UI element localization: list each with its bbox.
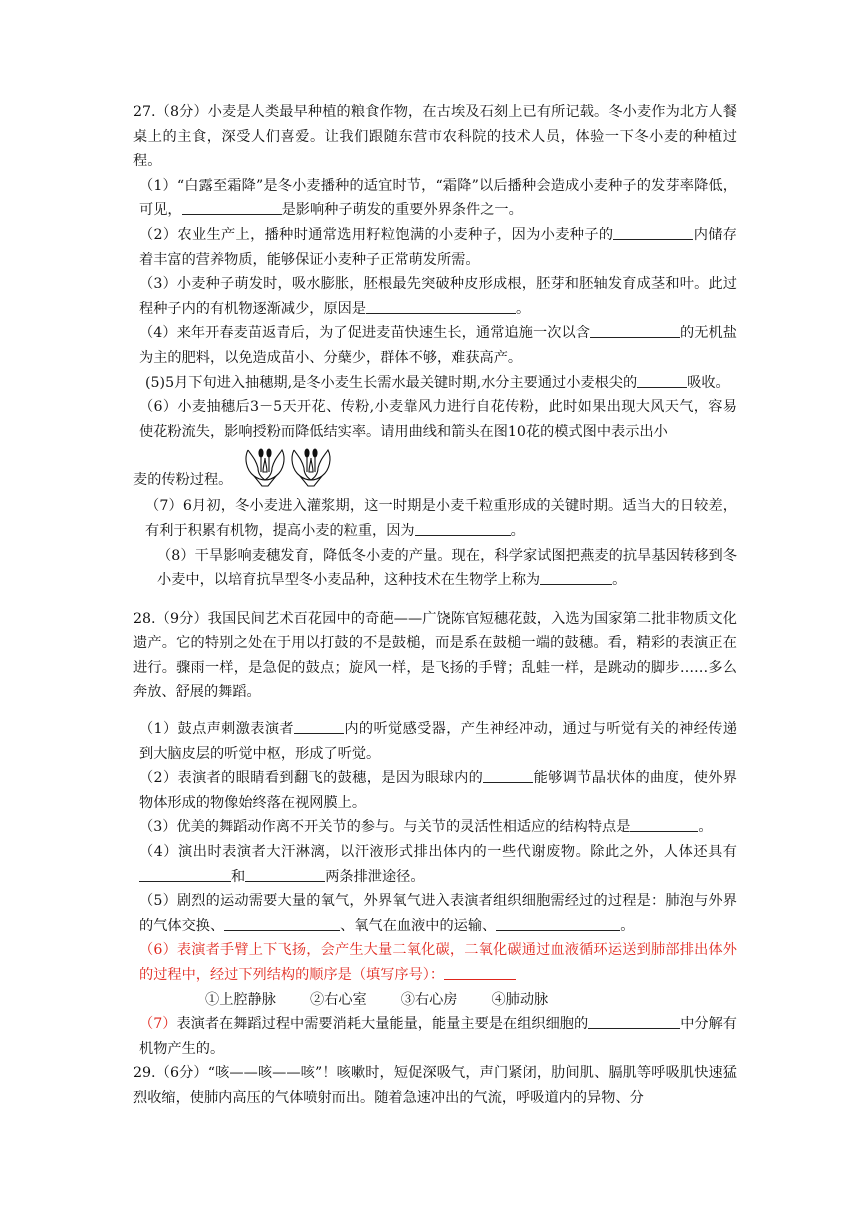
q28-s5-text-c: 。 [620, 917, 635, 934]
q27-sub-4 [133, 321, 737, 370]
answer-blank[interactable] [483, 768, 533, 783]
q27-sub-1 [133, 174, 737, 223]
option-3: ③右心房 [400, 991, 458, 1008]
q28-sub-6 [133, 938, 737, 987]
q28-s3-text-b: 。 [698, 819, 713, 836]
q27-sub-3 [133, 272, 737, 321]
question-27 [133, 100, 737, 593]
question-28 [133, 607, 737, 1062]
q27-s1-text-a: （1）“白露至霜降”是冬小麦播种的适宜时节，“霜降”以后播种会造成小麦种子的发芽率降低，可见， [139, 177, 737, 219]
q27-sub-6-figure-line [133, 444, 737, 494]
option-1: ①上腔静脉 [205, 991, 276, 1008]
question-29 [133, 1061, 737, 1110]
q27-s7-text-b: 。 [510, 522, 525, 539]
q27-s5-text-a: (5)5月下旬进入抽穗期,是冬小麦生长需水最关键时期,水分主要通过小麦根尖的 [145, 374, 638, 391]
answer-blank[interactable] [630, 817, 698, 832]
q28-s6-options [133, 988, 737, 1013]
q27-s6-text-b: 麦的传粉过程。 [133, 471, 233, 488]
q28-sub-3 [133, 815, 737, 840]
flower-model-icon [288, 444, 334, 490]
q28-sub-7 [133, 1012, 737, 1061]
answer-blank[interactable] [182, 200, 282, 215]
q28-s7-number: （7） [139, 1016, 177, 1033]
option-2: ②右心室 [309, 991, 367, 1008]
q28-s3-text-a: （3）优美的舞蹈动作离不开关节的参与。与关节的灵活性相适应的结构特点是 [139, 819, 631, 836]
q27-s7-text-a: （7）6月初，冬小麦进入灌浆期，这一时期是小麦千粒重形成的关键时期。适当大的日较差，有利于积累有机物，提高小麦的粒重，因为 [145, 498, 737, 539]
flower-model-icon [242, 444, 288, 490]
q29-intro: 29.（6分）“咳——咳——咳”！咳嗽时，短促深吸气，声门紧闭，肋间肌、膈肌等呼吸肌快速猛烈收缩，使肺内高压的气体喷射而出。随着急速冲出的气流，呼吸道内的异物、分 [133, 1065, 737, 1106]
answer-blank[interactable] [588, 1014, 680, 1029]
answer-blank[interactable] [540, 570, 612, 585]
q27-s2-text-b: 内储存着丰富的营养物质，能够保证小麦种子正常萌发所需。 [139, 226, 737, 268]
q27-s4-text-a: （4）来年开春麦苗返青后，为了促进麦苗快速生长，通常追施一次以含 [139, 325, 590, 342]
q28-sub-5 [133, 889, 737, 938]
answer-blank[interactable] [496, 916, 620, 931]
q28-intro: 28.（9分）我国民间艺术百花园中的奇葩——广饶陈官短穗花鼓，入选为国家第二批非物质文化遗产。它的特别之处在于用以打鼓的不是鼓槌，而是系在鼓槌一端的鼓穗。看，精彩的表演正在进行。骤雨一样，是急促的鼓点；旋风一样，是飞扬的手臂；乱蛙一样，是跳动的脚步……多么奔放、舒展的舞蹈。 [133, 610, 737, 701]
q28-s5-text-b: 、氧气在血液中的运输、 [340, 917, 497, 934]
answer-blank[interactable] [415, 521, 511, 536]
q28-s2-text-a: （2）表演者的眼睛看到翻飞的鼓穗，是因为眼球内的 [139, 770, 484, 787]
q27-sub-8 [133, 544, 737, 593]
q28-s4-text-a: （4）演出时表演者大汗淋漓，以汗液形式排出体内的一些代谢废物。除此之外，人体还具有 [139, 844, 737, 861]
q27-sub-5 [133, 371, 737, 396]
answer-blank[interactable] [590, 323, 680, 338]
q27-s8-text-b: 。 [612, 572, 627, 589]
q28-s1-text-b: 内的听觉感受器，产生神经冲动，通过与听觉有关的神经传递到大脑皮层的听觉中枢，形成了听觉。 [139, 721, 737, 762]
q28-s4-text-b: 和 [231, 868, 246, 885]
q28-sub-1 [133, 717, 737, 766]
q27-sub-2 [133, 223, 737, 272]
q28-s5-text-a: （5）剧烈的运动需要大量的氧气，外界氧气进入表演者组织细胞需经过的过程是：肺泡与外界的气体交换、 [139, 893, 737, 934]
spacer [133, 593, 737, 607]
answer-blank[interactable] [637, 373, 687, 388]
q27-s1-text-b: 是影响种子萌发的重要外界条件之一。 [281, 202, 523, 219]
q28-s7-text-b: 中分解有机物产生的。 [139, 1016, 737, 1057]
q27-sub-6 [133, 395, 737, 444]
q27-sub-7 [133, 494, 737, 543]
flower-model-figure [242, 444, 334, 490]
q27-s4-text-b: 的无机盐为主的肥料，以免造成苗小、分蘖少，群体不够，难获高产。 [139, 325, 737, 366]
q28-sub-4 [133, 840, 737, 889]
answer-blank[interactable] [444, 965, 516, 980]
answer-blank[interactable] [224, 916, 340, 931]
answer-blank[interactable] [294, 719, 344, 734]
q28-s6-text: （6）表演者手臂上下飞扬，会产生大量二氧化碳，二氧化碳通过血液循环运送到肺部排出体外的过程中，经过下列结构的顺序是（填写序号）： [139, 942, 737, 983]
exam-content [133, 100, 737, 1111]
spacer [133, 705, 737, 717]
answer-blank[interactable] [245, 867, 325, 882]
q27-s6-text-a: （6）小麦抽穗后3－5天开花、传粉,小麦靠风力进行自花传粉，此时如果出现大风天气，容易使花粉流失，影响授粉而降低结实率。请用曲线和箭头在图10花的模式图中表示出小 [139, 399, 737, 440]
q28-s2-text-b: 能够调节晶状体的曲度，使外界物体形成的物像始终落在视网膜上。 [139, 770, 737, 811]
q27-s3-text-a: （3）小麦种子萌发时，吸水膨胀，胚根最先突破种皮形成根，胚芽和胚轴发育成茎和叶。此过程种子内的有机物逐渐减少，原因是 [139, 276, 737, 317]
q27-s3-text-b: 。 [516, 300, 531, 317]
q27-s8-text-a: （8）干旱影响麦穗发育，降低冬小麦的产量。现在，科学家试图把燕麦的抗旱基因转移到冬小麦中，以培育抗旱型冬小麦品种，这种技术在生物学上称为 [157, 547, 737, 589]
answer-blank[interactable] [139, 867, 231, 882]
q27-s2-text-a: （2）农业生产上，播种时通常选用籽粒饱满的小麦种子，因为小麦种子的 [139, 226, 614, 243]
q28-s4-text-c: 两条排泄途径。 [325, 868, 425, 885]
answer-blank[interactable] [366, 299, 516, 314]
q28-s7-text-a: 表演者在舞蹈过程中需要消耗大量能量，能量主要是在组织细胞的 [176, 1016, 589, 1033]
q28-sub-2 [133, 766, 737, 815]
option-4: ④肺动脉 [491, 991, 549, 1008]
answer-blank[interactable] [613, 225, 693, 240]
q28-s1-text-a: （1）鼓点声刺激表演者 [139, 721, 294, 738]
q27-intro: 27.（8分）小麦是人类最早种植的粮食作物，在古埃及石刻上已有所记载。冬小麦作为北方人餐桌上的主食，深受人们喜爱。让我们跟随东营市农科院的技术人员，体验一下冬小麦的种植过程。 [133, 104, 737, 170]
q27-s5-text-b: 吸收。 [687, 374, 730, 391]
